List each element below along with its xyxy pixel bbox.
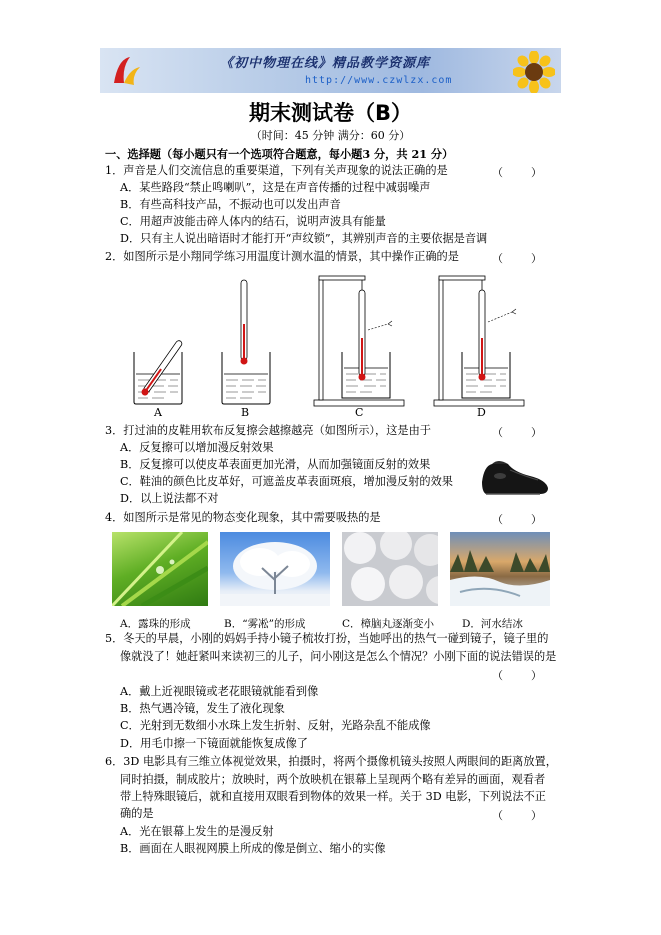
photo-dew-drops [112, 532, 208, 606]
question-2-stem: 2．如图所示是小翔同学练习用温度计测水温的情景，其中操作正确的是 [105, 250, 459, 263]
question-1-stem: 1．声音是人们交流信息的重要渠道，下列有关声现象的说法正确的是 [105, 164, 448, 177]
question-6-stem-line-4: 确的是 [120, 807, 154, 820]
q6-option-b: B．画面在人眼视网膜上所成的像是倒立、缩小的实像 [120, 842, 386, 855]
question-6-stem-line-1: 6．3D 电影具有三维立体视觉效果，拍摄时，将两个摄像机镜头按照人两眼间的距离放置， [105, 755, 557, 768]
header-banner [100, 48, 561, 93]
q1-option-b: B．有些高科技产品，不振动也可以发出声音 [120, 198, 341, 211]
leather-shoe-image [480, 452, 550, 498]
section-heading: 一、选择题（每小题只有一个选项符合题意，每小题3 分，共 21 分） [105, 147, 454, 161]
q4-caption-c: C．樟脑丸逐渐变小 [342, 618, 435, 630]
question-3-stem: 3．打过油的皮鞋用软布反复擦会越擦越亮（如图所示），这是由于 [105, 424, 431, 437]
q6-option-a: A．光在银幕上发生的是漫反射 [120, 825, 274, 838]
q5-option-a: A．戴上近视眼镜或老花眼镜就能看到像 [120, 685, 319, 698]
q3-option-c: C．鞋油的颜色比皮革好，可遮盖皮革表面斑痕，增加漫反射的效果 [120, 475, 453, 488]
stand-d [434, 276, 524, 406]
banner-url: http://www.czwlzx.com [305, 75, 453, 86]
thermometer-figure [120, 268, 540, 420]
q3-option-a: A．反复擦可以增加漫反射效果 [120, 441, 274, 454]
banner-title: 《初中物理在线》精品教学资源库 [220, 56, 431, 71]
answer-blank-2: （ ） [492, 252, 542, 265]
question-5-stem-line-2: 像就没了！她赶紧叫来读初三的儿子，问小刚这是怎么个情况？小刚下面的说法错误的是 [120, 650, 557, 663]
beaker-b [222, 280, 270, 404]
exam-title: 期末测试卷（B） [248, 101, 412, 125]
figure-label-b: B [241, 406, 250, 419]
q5-option-b: B．热气遇冷镜，发生了液化现象 [120, 702, 285, 715]
q1-option-c: C．用超声波能击碎人体内的结石，说明声波具有能量 [120, 215, 386, 228]
photo-frozen-river [450, 532, 550, 606]
sunflower-icon [513, 51, 555, 93]
answer-blank-1: （ ） [492, 166, 542, 179]
photo-camphor-balls [342, 532, 438, 606]
question-5-stem-line-1: 5．冬天的早晨，小刚的妈妈手持小镜子梳妆打扮，当她呼出的热气一碰到镜子，镜子里的 [105, 632, 549, 645]
q3-option-b: B．反复擦可以使皮革表面更加光滑，从而加强镜面反射的效果 [120, 458, 431, 471]
site-logo-icon [108, 53, 144, 89]
stand-c [314, 276, 404, 406]
q4-caption-a: A．露珠的形成 [120, 618, 191, 630]
answer-blank-4: （ ） [492, 513, 542, 526]
figure-label-d: D [477, 406, 486, 419]
figure-label-a: A [154, 406, 162, 419]
q1-option-d: D．只有主人说出暗语时才能打开“声纹锁”，其辨别声音的主要依据是音调 [120, 232, 488, 245]
exam-info: （时间：45 分钟 满分：60 分） [250, 129, 411, 142]
beaker-a [134, 339, 183, 404]
question-4-stem: 4．如图所示是常见的物态变化现象，其中需要吸热的是 [105, 511, 381, 524]
q5-option-d: D．用毛巾擦一下镜面就能恢复成像了 [120, 737, 308, 750]
question-6-stem-line-3: 带上特殊眼镜后，就和直接用双眼看到物体的效果一样。关于 3D 电影，下列说法不正 [120, 790, 546, 803]
photo-rime-tree [220, 532, 330, 606]
q1-option-a: A．某些路段“禁止鸣喇叭”，这是在声音传播的过程中减弱噪声 [120, 181, 431, 194]
answer-blank-3: （ ） [492, 426, 542, 439]
figure-label-c: C [355, 406, 364, 419]
q4-caption-d: D．河水结冰 [462, 618, 523, 630]
q4-caption-b: B．“雾凇”的形成 [224, 618, 306, 630]
q5-option-c: C．光射到无数细小水珠上发生折射、反射，光路杂乱不能成像 [120, 719, 431, 732]
q3-option-d: D．以上说法都不对 [120, 492, 219, 505]
answer-blank-5: （ ） [492, 669, 542, 682]
answer-blank-6: （ ） [492, 809, 542, 822]
question-6-stem-line-2: 同时拍摄，制成胶片；放映时，两个放映机在银幕上呈现两个略有差异的画面，观看者 [120, 773, 546, 786]
